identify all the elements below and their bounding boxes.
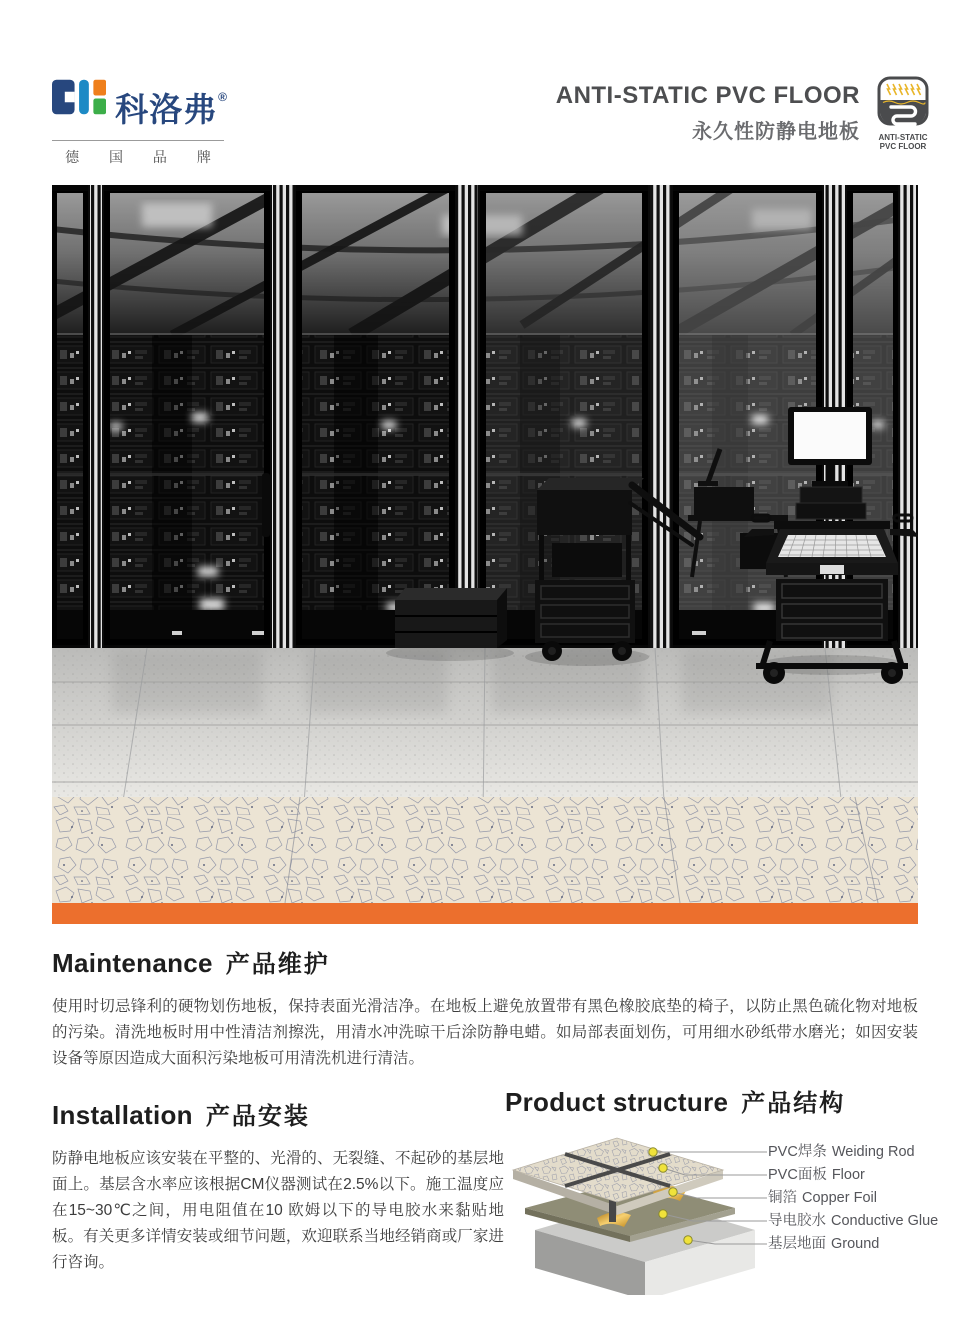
maintenance-body: 使用时切忌锋利的硬物划伤地板，保持表面光滑洁净。在地板上避免放置带有黑色橡胶底垫的椅子，以防止黑色硫化物对地板的污染。清洗地板时用中性清洁剂擦洗，用清水冲洗晾干后涂防静电蜡。如局部表面划伤，可用细水砂纸带水磨光；如因安装设备等原因造成大面积污染地板可用清洗机进行清洁。	[52, 998, 918, 1067]
floor-texture-closeup	[52, 797, 918, 903]
section-product-structure	[505, 1083, 939, 1295]
brand-logo	[52, 74, 228, 167]
accent-bar	[52, 903, 918, 924]
registered-mark: ®	[218, 90, 228, 104]
maintenance-title-en: Maintenance	[52, 948, 213, 978]
hero-photo-illustration	[52, 185, 918, 903]
layer-label-ground: 基层地面 Ground	[768, 1236, 880, 1252]
page-title-zh: 永久性防静电地板	[692, 121, 860, 143]
page-header	[556, 76, 932, 151]
anti-static-badge	[874, 76, 932, 151]
equipment-box-stack	[395, 588, 507, 648]
badge-caption-line1: ANTI-STATIC	[878, 133, 928, 142]
brand-logo-mark-icon	[52, 74, 106, 120]
maintenance-title-zh: 产品维护	[225, 951, 330, 978]
installation-title-en: Installation	[52, 1100, 193, 1130]
layer-label-floor: PVC面板 Floor	[768, 1167, 865, 1183]
anti-static-floor	[52, 648, 918, 903]
layer-label-copper-foil: 铜箔 Copper Foil	[768, 1190, 877, 1206]
structure-diagram	[505, 1130, 939, 1295]
structure-title-zh: 产品结构	[741, 1090, 846, 1117]
layer-label-conductive-glue: 导电胶水 Conductive Glue	[768, 1213, 939, 1229]
installation-body: 防静电地板应该安装在平整的、光滑的、无裂缝、不起砂的基层地面上。基层含水率应该根据CM仪器测试在2.5%以下。施工温度应在15~30℃之间，用电阻值在10 欧姆以下的导电胶水来黏贴地板。有关更多详情安装或细节问题，欢迎联系当地经销商或厂家进行咨询。	[52, 1150, 504, 1271]
brand-name: 科洛弗®	[115, 90, 228, 128]
anti-static-floor-badge-icon	[875, 76, 931, 126]
badge-caption-line2: PVC FLOOR	[879, 142, 927, 151]
section-maintenance	[52, 944, 918, 1072]
hero-photo	[52, 185, 918, 903]
structure-title-en: Product structure	[505, 1087, 729, 1117]
door-handle	[262, 473, 270, 537]
installation-title-zh: 产品安装	[205, 1103, 310, 1130]
brand-tagline: 德 国 品 牌	[65, 149, 224, 165]
layer-label-weld-rod: PVC焊条 Weiding Rod	[768, 1144, 915, 1160]
page-title-en: ANTI-STATIC PVC FLOOR	[555, 82, 860, 109]
weld-rod	[609, 1200, 616, 1222]
section-installation	[52, 1096, 504, 1276]
logo-divider	[52, 140, 224, 141]
